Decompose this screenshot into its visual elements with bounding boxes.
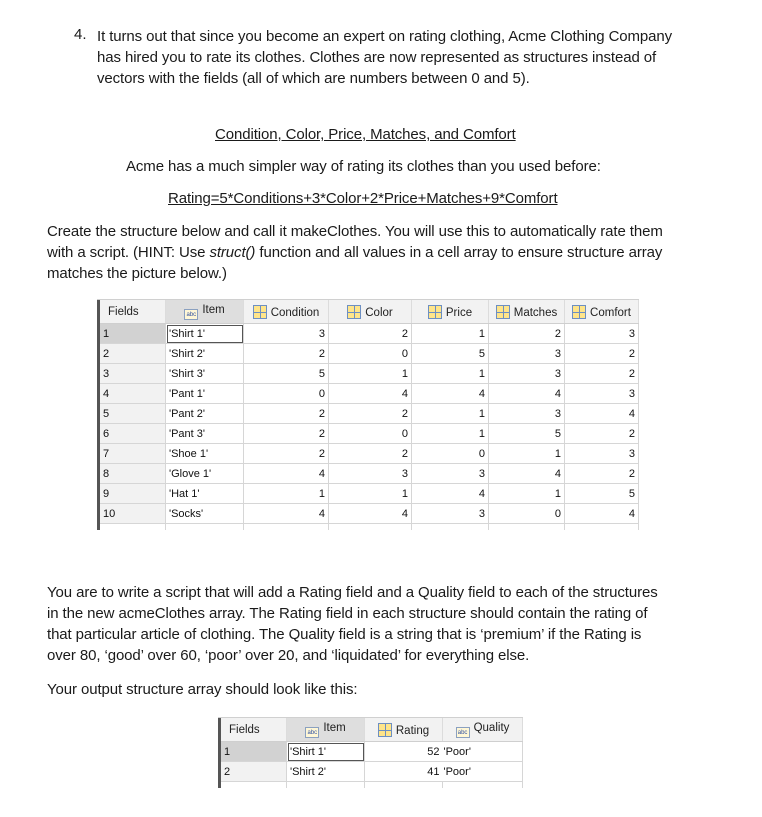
cell-item[interactable]: 'Glove 1' [166, 464, 244, 484]
cell-item[interactable]: 'Shirt 2' [287, 762, 365, 782]
row-index[interactable]: 5 [99, 404, 166, 424]
row-index[interactable]: 1 [220, 742, 287, 762]
cell-comfort[interactable]: 3 [565, 444, 639, 464]
cell-price[interactable]: 1 [412, 324, 489, 344]
header-item[interactable]: abc Item [287, 718, 365, 742]
question-line-1: It turns out that since you become an expert on rating clothing, Acme Clothing Company [97, 28, 673, 45]
script-line-2: in the new acmeClothes array. The Rating field in each structure should contain the rating of [47, 605, 648, 622]
numeric-grid-icon [428, 305, 442, 319]
cell-comfort[interactable]: 3 [565, 324, 639, 344]
cell-quality[interactable]: 'Poor' [443, 762, 523, 782]
cell-item[interactable]: 'Pant 2' [166, 404, 244, 424]
cell-condition[interactable]: 4 [244, 464, 329, 484]
cell-item[interactable]: 'Shirt 1' [166, 324, 244, 344]
cell-color[interactable]: 0 [329, 344, 412, 364]
cell-price[interactable]: 4 [412, 384, 489, 404]
cell-comfort[interactable]: 4 [565, 404, 639, 424]
cell-color[interactable]: 0 [329, 424, 412, 444]
cell-rating[interactable]: 41 [365, 762, 443, 782]
question-number: 4. [74, 26, 87, 43]
table-header-row [99, 300, 639, 324]
row-index[interactable]: 3 [99, 364, 166, 384]
intro-line: Acme has a much simpler way of rating its clothes than you used before: [126, 158, 601, 175]
cell-price[interactable]: 0 [412, 444, 489, 464]
create-line-2: with a script. (HINT: Use struct() function and all values in a cell array to ensure structure array [47, 244, 663, 261]
cell-condition[interactable]: 1 [244, 484, 329, 504]
cell-matches[interactable]: 3 [489, 344, 565, 364]
cell-price[interactable]: 1 [412, 364, 489, 384]
cell-comfort[interactable]: 2 [565, 364, 639, 384]
cell-condition[interactable]: 2 [244, 424, 329, 444]
header-rating[interactable]: Rating [365, 718, 443, 742]
table-row [99, 504, 639, 524]
table-row [99, 324, 639, 344]
header-price[interactable]: Price [412, 300, 489, 324]
table-empty-row [220, 782, 523, 789]
row-index[interactable]: 6 [99, 424, 166, 444]
cell-color[interactable]: 2 [329, 324, 412, 344]
table-row [99, 484, 639, 504]
cell-price[interactable]: 1 [412, 404, 489, 424]
cell-color[interactable]: 2 [329, 444, 412, 464]
cell-price[interactable]: 3 [412, 504, 489, 524]
cell-rating[interactable]: 52 [365, 742, 443, 762]
text-field-icon: abc [456, 727, 470, 738]
cell-item[interactable]: 'Socks' [166, 504, 244, 524]
cell-matches[interactable]: 3 [489, 364, 565, 384]
header-quality[interactable]: abc Quality [443, 718, 523, 742]
table-row [99, 384, 639, 404]
cell-comfort[interactable]: 5 [565, 484, 639, 504]
cell-comfort[interactable]: 4 [565, 504, 639, 524]
cell-matches[interactable]: 3 [489, 404, 565, 424]
cell-comfort[interactable]: 2 [565, 344, 639, 364]
cell-comfort[interactable]: 3 [565, 384, 639, 404]
cell-price[interactable]: 3 [412, 464, 489, 484]
table-row [99, 444, 639, 464]
row-index[interactable]: 2 [99, 344, 166, 364]
text-field-icon: abc [184, 309, 198, 320]
script-line-4: over 80, ‘good’ over 60, ‘poor’ over 20, and ‘liquidated’ for everything else. [47, 647, 530, 664]
struct-function-name: struct() [209, 244, 256, 261]
cell-condition[interactable]: 0 [244, 384, 329, 404]
numeric-grid-icon [572, 305, 586, 319]
cell-color[interactable]: 4 [329, 384, 412, 404]
cell-matches[interactable]: 5 [489, 424, 565, 444]
output-line: Your output structure array should look like this: [47, 681, 358, 698]
table-row [99, 364, 639, 384]
table-header-row [220, 718, 523, 742]
row-index[interactable]: 7 [99, 444, 166, 464]
cell-condition[interactable]: 2 [244, 404, 329, 424]
cell-color[interactable]: 2 [329, 404, 412, 424]
cell-item[interactable]: 'Shoe 1' [166, 444, 244, 464]
cell-item[interactable]: 'Pant 3' [166, 424, 244, 444]
row-index[interactable]: 8 [99, 464, 166, 484]
cell-condition[interactable]: 5 [244, 364, 329, 384]
row-index[interactable]: 1 [99, 324, 166, 344]
table-row [99, 424, 639, 444]
cell-matches[interactable]: 4 [489, 384, 565, 404]
cell-condition[interactable]: 3 [244, 324, 329, 344]
header-comfort[interactable]: Comfort [565, 300, 639, 324]
cell-color[interactable]: 4 [329, 504, 412, 524]
cell-matches[interactable]: 1 [489, 484, 565, 504]
cell-item[interactable]: 'Shirt 3' [166, 364, 244, 384]
table-row [99, 344, 639, 364]
header-fields[interactable]: Fields [99, 300, 166, 324]
cell-matches[interactable]: 2 [489, 324, 565, 344]
numeric-grid-icon [347, 305, 361, 319]
cell-condition[interactable]: 4 [244, 504, 329, 524]
table-row [99, 404, 639, 424]
cell-matches[interactable]: 1 [489, 444, 565, 464]
cell-matches[interactable]: 0 [489, 504, 565, 524]
cell-color[interactable]: 1 [329, 484, 412, 504]
header-item[interactable]: abc Item [166, 300, 244, 324]
numeric-grid-icon [253, 305, 267, 319]
cell-condition[interactable]: 2 [244, 344, 329, 364]
numeric-grid-icon [496, 305, 510, 319]
cell-condition[interactable]: 2 [244, 444, 329, 464]
cell-comfort[interactable]: 2 [565, 424, 639, 444]
cell-quality[interactable]: 'Poor' [443, 742, 523, 762]
table-row [220, 762, 523, 782]
row-index[interactable]: 10 [99, 504, 166, 524]
cell-item[interactable]: 'Shirt 1' [287, 742, 365, 762]
row-index[interactable]: 4 [99, 384, 166, 404]
numeric-grid-icon [378, 723, 392, 737]
header-matches[interactable]: Matches [489, 300, 565, 324]
cell-price[interactable]: 5 [412, 344, 489, 364]
row-index[interactable]: 9 [99, 484, 166, 504]
cell-price[interactable]: 1 [412, 424, 489, 444]
question-line-3: vectors with the fields (all of which are numbers between 0 and 5). [97, 70, 530, 87]
cell-item[interactable]: 'Pant 1' [166, 384, 244, 404]
cell-matches[interactable]: 4 [489, 464, 565, 484]
table-row [220, 742, 523, 762]
cell-color[interactable]: 3 [329, 464, 412, 484]
cell-item[interactable]: 'Hat 1' [166, 484, 244, 504]
fields-list: Condition, Color, Price, Matches, and Comfort [215, 126, 516, 143]
create-line-3: matches the picture below.) [47, 265, 227, 282]
struct-array-table-makeclothes [97, 299, 639, 530]
create-line-1: Create the structure below and call it makeClothes. You will use this to automatically rate them [47, 223, 663, 240]
cell-price[interactable]: 4 [412, 484, 489, 504]
cell-color[interactable]: 1 [329, 364, 412, 384]
cell-item[interactable]: 'Shirt 2' [166, 344, 244, 364]
script-line-1: You are to write a script that will add a Rating field and a Quality field to each of the structures [47, 584, 658, 601]
row-index[interactable]: 2 [220, 762, 287, 782]
header-condition[interactable]: Condition [244, 300, 329, 324]
rating-formula: Rating=5*Conditions+3*Color+2*Price+Matches+9*Comfort [168, 190, 558, 207]
header-fields[interactable]: Fields [220, 718, 287, 742]
header-color[interactable]: Color [329, 300, 412, 324]
table-empty-row [99, 524, 639, 531]
table-row [99, 464, 639, 484]
text-field-icon: abc [305, 727, 319, 738]
cell-comfort[interactable]: 2 [565, 464, 639, 484]
struct-array-table-output [218, 717, 523, 788]
script-line-3: that particular article of clothing. The Quality field is a string that is ‘premium’ if the Rating is [47, 626, 642, 643]
question-line-2: has hired you to rate its clothes. Clothes are now represented as structures instead of [97, 49, 657, 66]
